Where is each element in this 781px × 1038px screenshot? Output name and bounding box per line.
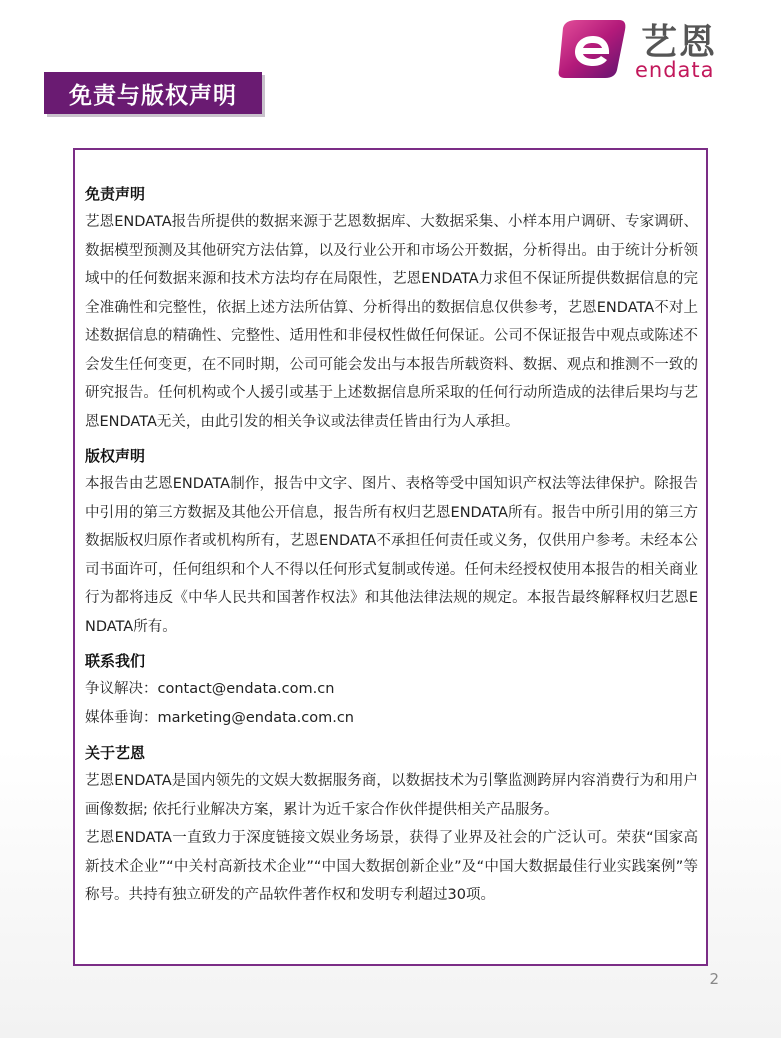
contact-heading: 联系我们 (85, 652, 146, 670)
logo-chinese-name: 艺恩 (641, 22, 718, 63)
disclaimer-text: 艺恩ENDATA报告所提供的数据来源于艺恩数据库、大数据采集、小样本用户调研、专家调研、数据模型预测及其他研究方法估算，以及行业公开和市场公开数据，分析得出。由于统计分析领域中的任何数据来源和技术方法均存在局限性，艺恩ENDATA力求但不保证所提供数据信息的完全准确性和完整性，依据上述方法所估算、分析得出的数据信息仅供参考，艺恩ENDATA不对上述数据信息的精确性、完整性、适用性和非侵权性做任何保证。公司不保证报告中观点或陈述不会发生任何变更，在不同时期，公司可能会发出与本报告所载资料、数据、观点和推测不一致的研究报告。任何机构或个人援引或基于上述数据信息所采取的任何行动所造成的法律后果均与艺恩ENDATA无关，由此引发的相关争议或法律责任皆由行为人承担。 (85, 214, 698, 430)
disclaimer-heading: 免责声明 (85, 185, 146, 203)
contact-dispute-line: 争议解决：contact@endata.com.cn (85, 681, 335, 697)
statement-box (73, 148, 708, 966)
page-title-banner (44, 72, 262, 114)
about-text-2: 艺恩ENDATA一直致力于深度链接文娱业务场景，获得了业界及社会的广泛认可。荣获“国家高新技术企业”“中关村高新技术企业”“中国大数据创新企业”及“中国大数据最佳行业实践案例”等称号。共持有独立研发的产品软件著作权和发明专利超过30项。 (85, 830, 698, 903)
page-number: 2 (709, 970, 719, 988)
about-text-1: 艺恩ENDATA是国内领先的文娱大数据服务商，以数据技术为引擎监测跨屏内容消费行为和用户画像数据; 依托行业解决方案，累计为近千家合作伙伴提供相关产品服务。 (85, 773, 698, 818)
copyright-heading: 版权声明 (85, 447, 146, 465)
page-title: 免责与版权声明 (69, 82, 237, 109)
copyright-text: 本报告由艺恩ENDATA制作，报告中文字、图片、表格等受中国知识产权法等法律保护。除报告中引用的第三方数据及其他公开信息，报告所有权归艺恩ENDATA所有。报告中所引用的第三方数据版权归原作者或机构所有，艺恩ENDATA不承担任何责任或义务，仅供用户参考。未经本公司书面许可，任何组织和个人不得以任何形式复制或传递。任何未经授权使用本报告的相关商业行为都将违反《中华人民共和国著作权法》和其他法律法规的规定。本报告最终解释权归艺恩ENDATA所有。 (85, 476, 698, 635)
logo-english-name: endata (635, 58, 715, 82)
endata-logo-icon (555, 16, 631, 82)
about-heading: 关于艺恩 (85, 744, 146, 762)
endata-logo (555, 14, 745, 86)
contact-media-line: 媒体垂询：marketing@endata.com.cn (85, 710, 355, 726)
